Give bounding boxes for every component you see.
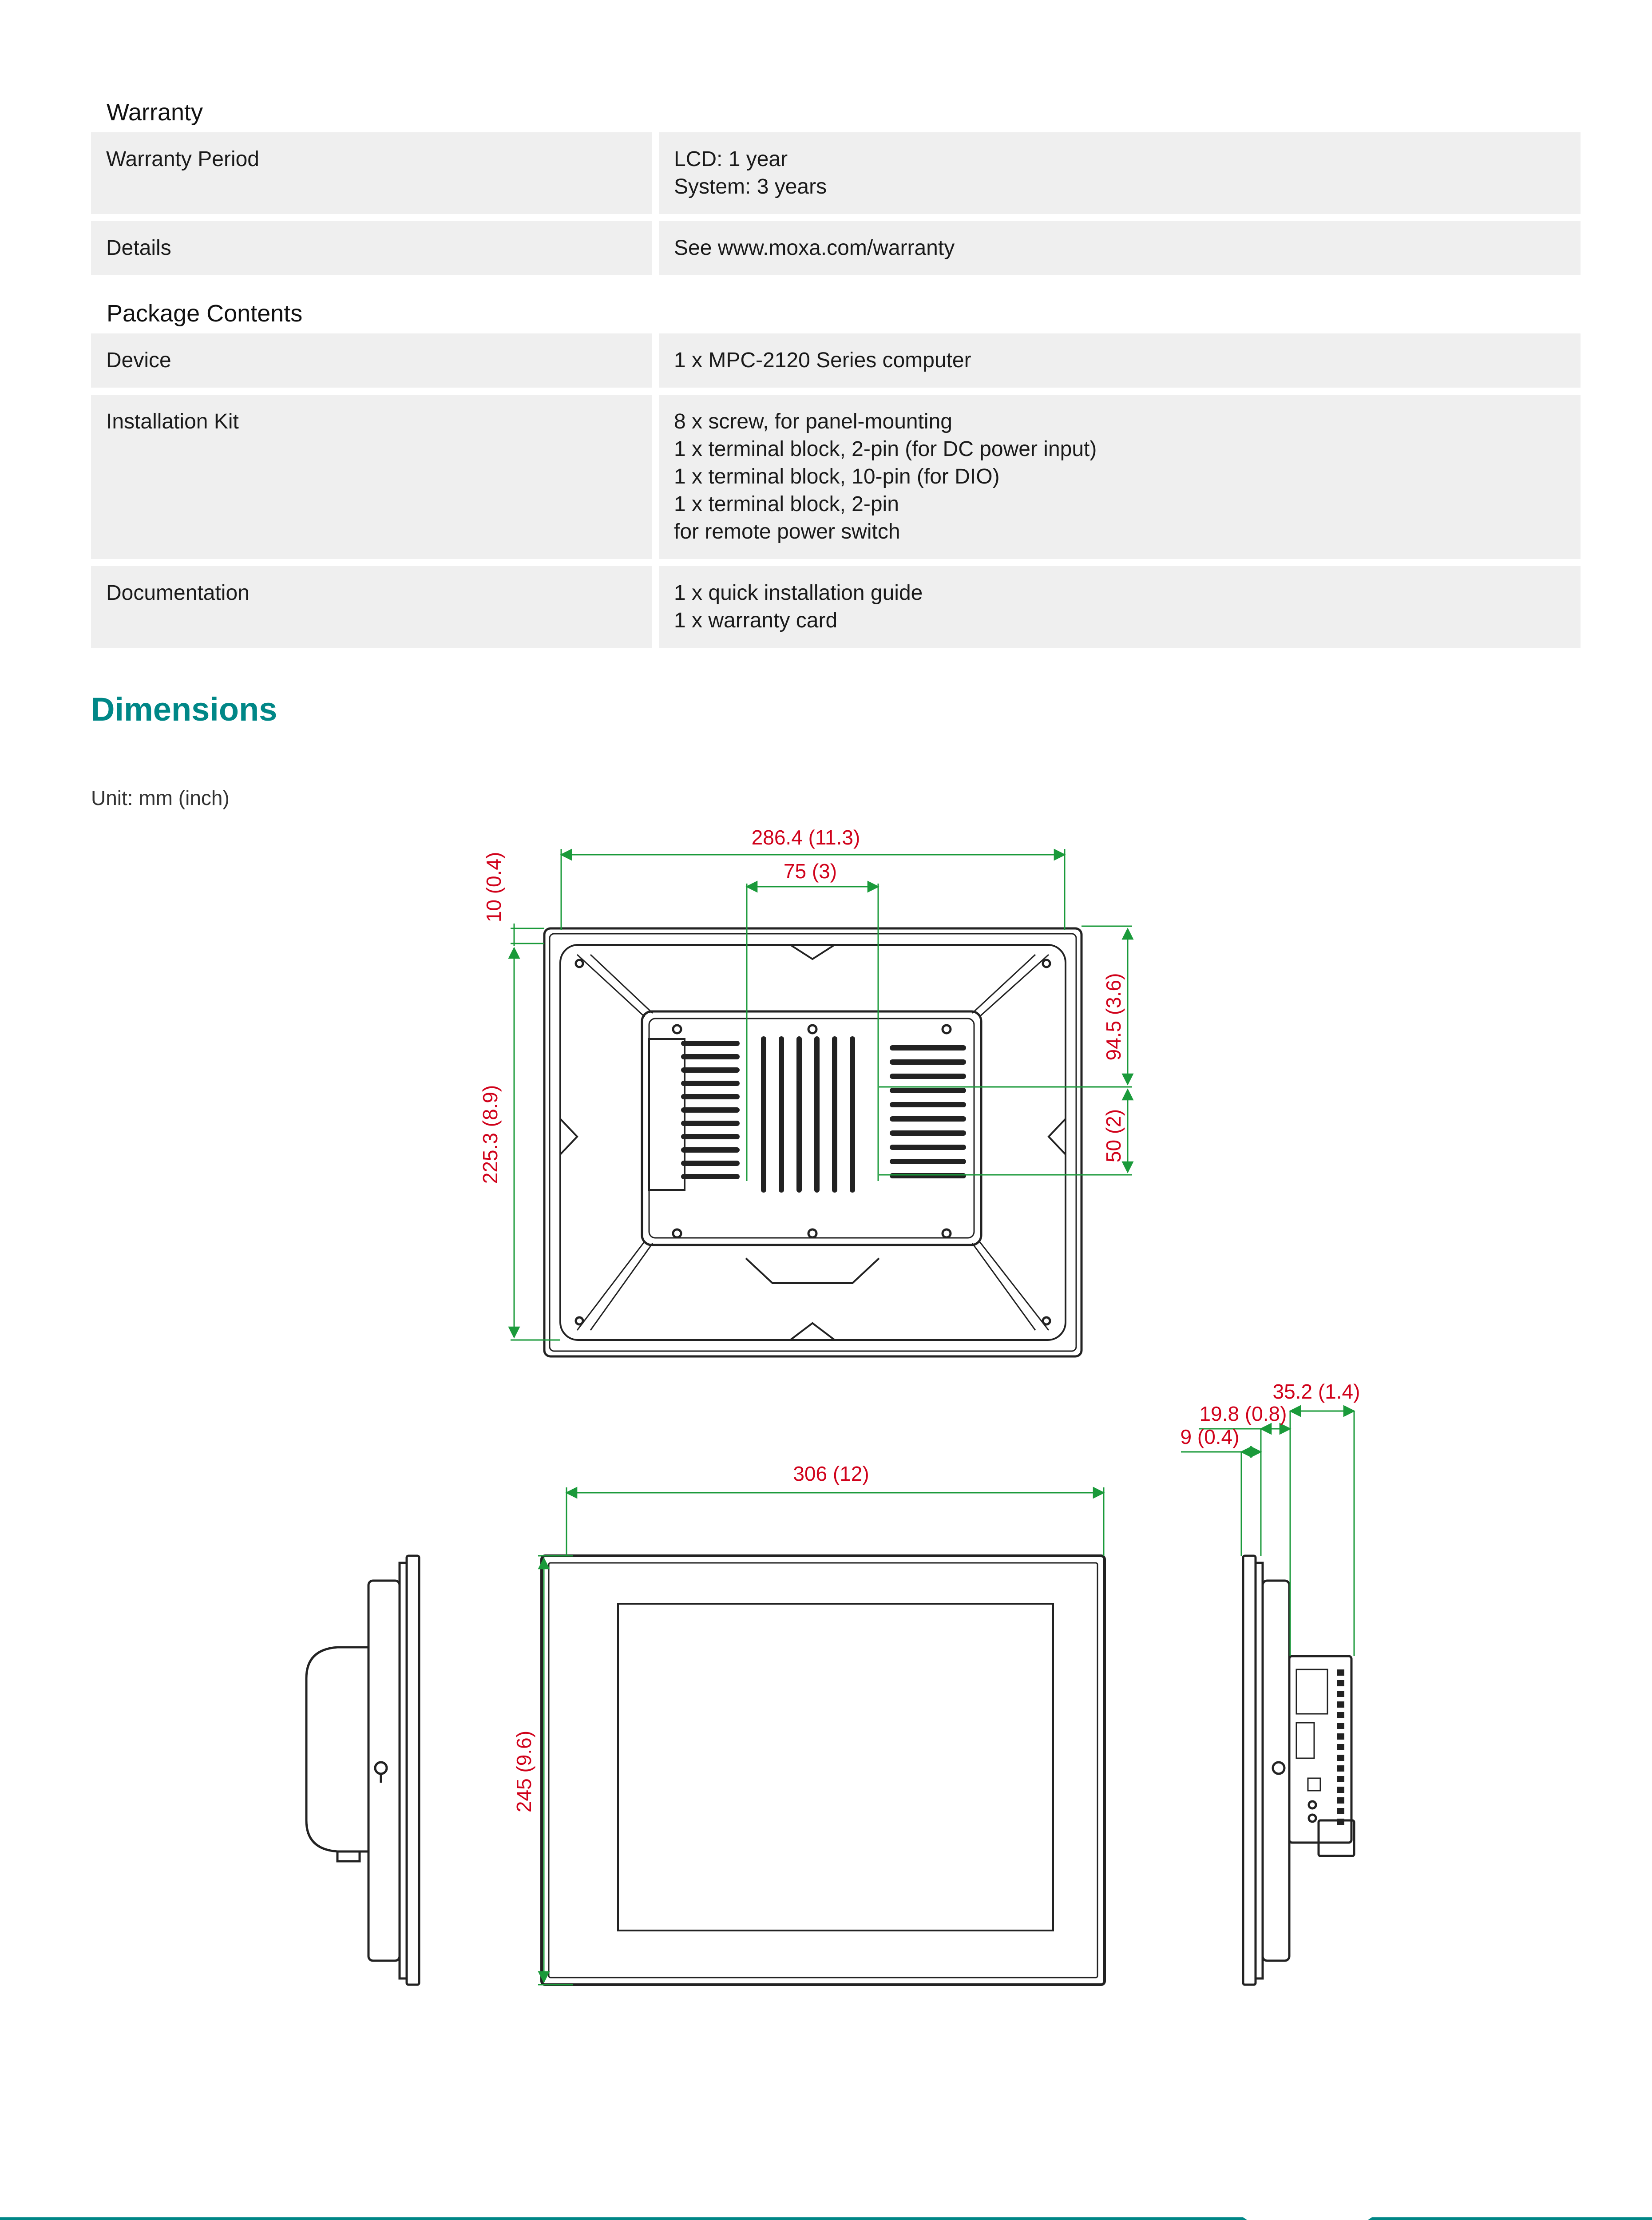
right-side-view-drawing [1243,1556,1354,1985]
dim-vesa-width: 75 (3) [783,860,837,883]
footer-bar [0,2217,1652,2220]
spec-value-line: System: 3 years [674,175,827,198]
rear-view-dimension-lines [511,849,1132,1340]
spec-value-line: 1 x quick installation guide [674,581,923,605]
spec-label: Documentation [91,566,659,648]
dim-vesa-height: 50 (2) [1102,1109,1125,1163]
spec-value-line: 1 x terminal block, 10-pin (for DIO) [674,465,1000,488]
spec-label: Installation Kit [91,395,659,559]
spec-label: Warranty Period [91,132,659,214]
front-view-drawing [542,1556,1105,1985]
spec-value-line: 1 x warranty card [674,609,838,632]
right-side-dimension-labels [1181,1380,1360,1448]
spec-value-line: See www.moxa.com/warranty [674,236,955,260]
left-side-view-drawing [306,1556,419,1985]
spec-value-line: 1 x terminal block, 2-pin (for DC power input) [674,437,1097,461]
package-contents-section-title: Package Contents [107,300,303,327]
dim-front-width: 306 (12) [793,1462,869,1485]
dim-upper-mount: 94.5 (3.6) [1102,973,1125,1061]
spec-value-line: for remote power switch [674,520,900,543]
rear-view-drawing [544,928,1082,1356]
spec-value-line: 8 x screw, for panel-mounting [674,410,952,433]
dim-front-height: 245 (9.6) [512,1730,535,1813]
dim-rear-height: 225.3 (8.9) [479,1085,502,1184]
dim-depth-bezel: 9 (0.4) [1180,1425,1240,1448]
spec-value-line: 1 x terminal block, 2-pin [674,492,899,516]
unit-note: Unit: mm (inch) [91,786,230,809]
spec-label: Details [91,221,659,275]
spec-label: Device [91,333,659,388]
front-view-dimension-lines [538,1487,1104,1985]
spec-value-line: LCD: 1 year [674,147,788,171]
footer-notch [1243,2217,1372,2220]
dim-rear-width: 286.4 (11.3) [751,826,860,849]
dim-top-offset: 10 (0.4) [482,852,505,923]
dimensions-heading: Dimensions [91,691,277,728]
dim-depth-total: 35.2 (1.4) [1272,1380,1360,1403]
warranty-section-title: Warranty [107,99,203,126]
spec-value-line: 1 x MPC-2120 Series computer [674,349,971,372]
dim-depth-mid: 19.8 (0.8) [1199,1402,1287,1425]
